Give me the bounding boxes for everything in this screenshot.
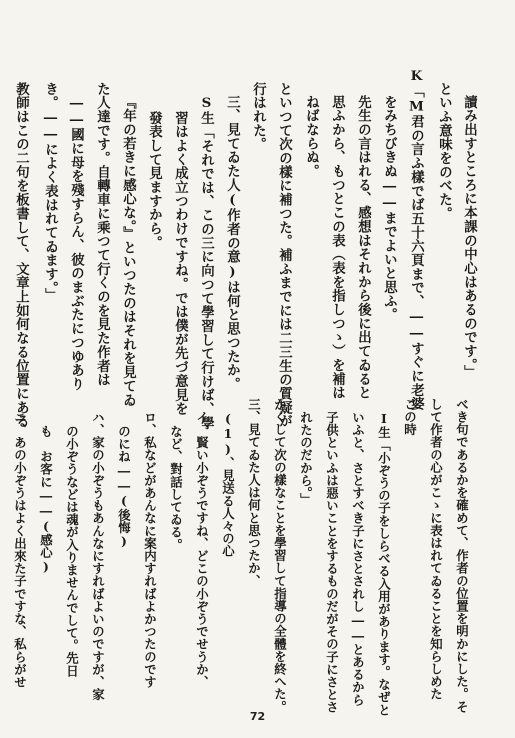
text-column: た人達です。自轉車に乘つて行くのを見た作者は (94, 82, 111, 387)
text-column: 思ふから、もつとこの表（表を指しつゝ）を補は (329, 95, 346, 400)
text-column: 習はよく成立つわけですね。では僕が先づ意見を (172, 111, 189, 416)
text-column: I生「小ぞうの子をしらべる入用があります。なぜと (376, 411, 392, 716)
text-column: など、對話してゐる。 (168, 425, 184, 551)
text-column: ねばならぬ。 (303, 95, 320, 179)
text-column: も お客に――(感心) (38, 425, 54, 574)
text-column: ロ、私などがあんなに案内すればよかつたのです (142, 411, 158, 689)
text-column: き。――によく表はれてゐます。」 (42, 82, 59, 303)
text-column: 『年の若きに感心な。』といつたのはそれを見てゐ (120, 95, 137, 407)
text-column: といふ意味をのべた。 (436, 82, 453, 221)
text-column: れたのだから。」 (298, 411, 314, 506)
text-column: イ、賢い小ぞうですね、どこの小ぞうでせうか、 (194, 411, 210, 689)
text-column: の小ぞうなどは魂が入りませんでして。先日 (64, 425, 80, 677)
text-column: して作者の心がこゝに表はれてゐることを知らしめた (428, 398, 444, 701)
text-column: 發表して見ますから。 (146, 111, 163, 250)
text-column: 先生の言はれる、感想はそれから後に出てゐると (355, 95, 372, 400)
text-column: 三、見てゐた人(作者の意)は何と思つたか。 (224, 95, 241, 392)
text-column: 子供といふは惡いことをするものだがその子にさとさ (324, 411, 340, 714)
page-number: 72 (249, 710, 266, 723)
text-column: 三、見てゐた人は何と思つたか、 (246, 398, 262, 587)
text-column: のにね――(後悔) (116, 425, 132, 549)
text-column: ハ、家の小ぞうもあんなにすればよいのですが、家 (90, 411, 106, 701)
text-column: この時 (402, 398, 418, 436)
text-column: べき句であるかを確めて、作者の位置を明かにした。そ (454, 398, 470, 713)
text-column: ――國に母を殘すらん、彼のまぶたにつゆあり (68, 95, 85, 392)
text-column: 讀み出すところに本課の中心はあるのです。」 (461, 95, 478, 380)
text-column: といつて次の樣に補つた。補ふまでには二三生の質疑が (276, 82, 293, 429)
text-column: 教師はこの二句を板書して、文章上如何なる位置にある (13, 82, 30, 429)
text-column: 行はれた。 (250, 82, 267, 152)
text-column: ニ、あの小ぞうはよく出來た子ですな、私らがせ (12, 411, 28, 689)
text-column: K「M君の言ふ樣でば五十六頁まで、――すぐに老婆 (408, 68, 425, 411)
text-column: S生「それでは、この三に向つて學習して行けば、學 (198, 95, 215, 430)
text-column: をみちびきぬ――までよいと思ふ。 (381, 95, 398, 322)
text-column: いふと、さとすべき子にさとされし――とあるから (350, 411, 366, 706)
text-column: (1)、見送る人々の心 (220, 411, 236, 558)
text-column: かくして次の樣なことを學習して指導の全體を終へた。 (272, 398, 288, 713)
